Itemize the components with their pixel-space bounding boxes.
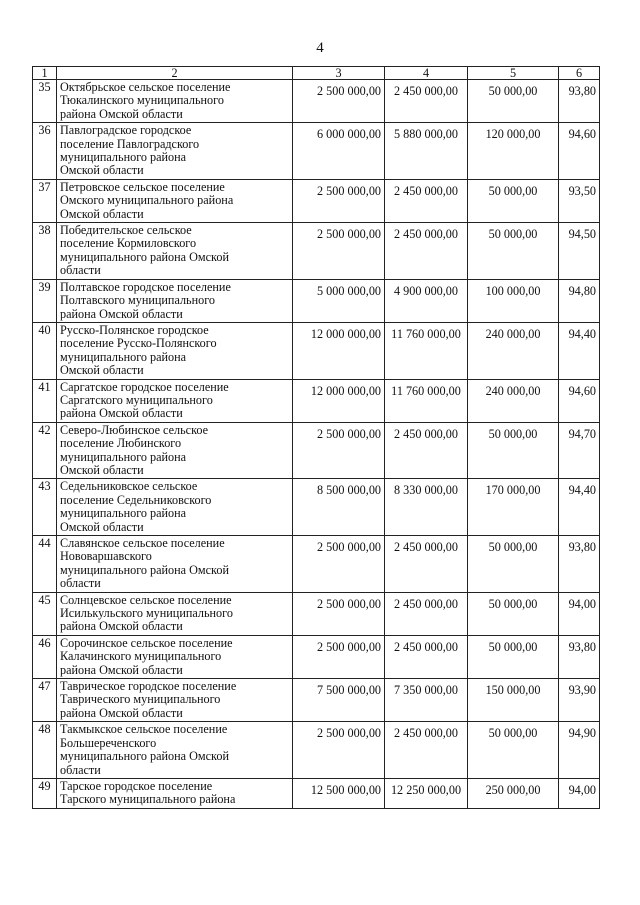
row-number: 37 — [33, 179, 57, 222]
settlement-name: Таврическое городское поселение Таврического муниципального района Омской области — [57, 679, 293, 722]
settlement-name: Такмыкское сельское поселение Большереченского муниципального района Омской области — [57, 722, 293, 779]
table-row — [33, 778, 600, 808]
amount-total: 5 000 000,00 — [293, 279, 385, 322]
amount-local: 240 000,00 — [468, 379, 559, 422]
row-number: 36 — [33, 123, 57, 180]
row-number: 40 — [33, 322, 57, 379]
share-percent: 93,80 — [559, 635, 600, 678]
amount-regional: 2 450 000,00 — [385, 722, 468, 779]
header-cell-4: 4 — [385, 67, 468, 80]
share-percent: 94,40 — [559, 322, 600, 379]
row-number: 45 — [33, 592, 57, 635]
settlement-name: Полтавское городское поселение Полтавского муниципального района Омской области — [57, 279, 293, 322]
amount-total: 2 500 000,00 — [293, 179, 385, 222]
amount-total: 2 500 000,00 — [293, 592, 385, 635]
table-row — [33, 592, 600, 635]
settlement-name: Славянское сельское поселение Нововаршавского муниципального района Омской области — [57, 536, 293, 593]
table-body — [33, 67, 600, 809]
amount-regional: 2 450 000,00 — [385, 179, 468, 222]
amount-regional: 11 760 000,00 — [385, 379, 468, 422]
amount-total: 2 500 000,00 — [293, 536, 385, 593]
amount-regional: 2 450 000,00 — [385, 223, 468, 280]
row-number: 41 — [33, 379, 57, 422]
row-number: 49 — [33, 778, 57, 808]
amount-regional: 4 900 000,00 — [385, 279, 468, 322]
amount-total: 2 500 000,00 — [293, 635, 385, 678]
settlement-name: Седельниковское сельское поселение Седельниковского муниципального района Омской области — [57, 479, 293, 536]
table-row — [33, 479, 600, 536]
amount-total: 2 500 000,00 — [293, 223, 385, 280]
share-percent: 94,70 — [559, 422, 600, 479]
row-number: 42 — [33, 422, 57, 479]
share-percent: 94,90 — [559, 722, 600, 779]
settlement-name: Солнцевское сельское поселение Исилькульского муниципального района Омской области — [57, 592, 293, 635]
settlement-name: Павлоградское городское поселение Павлоградского муниципального района Омской области — [57, 123, 293, 180]
amount-regional: 2 450 000,00 — [385, 80, 468, 123]
amount-total: 7 500 000,00 — [293, 679, 385, 722]
settlement-name: Русско-Полянское городское поселение Русско-Полянского муниципального района Омской области — [57, 322, 293, 379]
amount-local: 50 000,00 — [468, 179, 559, 222]
amount-regional: 2 450 000,00 — [385, 536, 468, 593]
allocation-table — [32, 66, 600, 809]
share-percent: 94,00 — [559, 778, 600, 808]
settlement-name: Сорочинское сельское поселение Калачинского муниципального района Омской области — [57, 635, 293, 678]
row-number: 43 — [33, 479, 57, 536]
settlement-name: Саргатское городское поселение Саргатского муниципального района Омской области — [57, 379, 293, 422]
share-percent: 94,50 — [559, 223, 600, 280]
table-row — [33, 123, 600, 180]
amount-total: 8 500 000,00 — [293, 479, 385, 536]
amount-total: 12 000 000,00 — [293, 322, 385, 379]
amount-local: 120 000,00 — [468, 123, 559, 180]
header-cell-2: 2 — [57, 67, 293, 80]
amount-local: 50 000,00 — [468, 722, 559, 779]
table-row — [33, 223, 600, 280]
row-number: 44 — [33, 536, 57, 593]
share-percent: 93,50 — [559, 179, 600, 222]
amount-total: 12 500 000,00 — [293, 778, 385, 808]
amount-total: 2 500 000,00 — [293, 722, 385, 779]
settlement-name: Победительское сельское поселение Кормиловского муниципального района Омской области — [57, 223, 293, 280]
settlement-name: Тарское городское поселение Тарского муниципального района — [57, 778, 293, 808]
table-row — [33, 536, 600, 593]
header-cell-5: 5 — [468, 67, 559, 80]
row-number: 35 — [33, 80, 57, 123]
row-number: 46 — [33, 635, 57, 678]
share-percent: 94,40 — [559, 479, 600, 536]
share-percent: 94,80 — [559, 279, 600, 322]
amount-regional: 7 350 000,00 — [385, 679, 468, 722]
share-percent: 94,60 — [559, 379, 600, 422]
share-percent: 94,60 — [559, 123, 600, 180]
amount-regional: 11 760 000,00 — [385, 322, 468, 379]
amount-total: 2 500 000,00 — [293, 80, 385, 123]
share-percent: 94,00 — [559, 592, 600, 635]
share-percent: 93,90 — [559, 679, 600, 722]
amount-local: 50 000,00 — [468, 422, 559, 479]
settlement-name: Северо-Любинское сельское поселение Любинского муниципального района Омской области — [57, 422, 293, 479]
row-number: 47 — [33, 679, 57, 722]
amount-regional: 5 880 000,00 — [385, 123, 468, 180]
amount-regional: 8 330 000,00 — [385, 479, 468, 536]
table-row — [33, 379, 600, 422]
share-percent: 93,80 — [559, 80, 600, 123]
header-row — [33, 67, 600, 80]
row-number: 39 — [33, 279, 57, 322]
amount-local: 50 000,00 — [468, 223, 559, 280]
amount-regional: 2 450 000,00 — [385, 422, 468, 479]
table-row — [33, 322, 600, 379]
row-number: 48 — [33, 722, 57, 779]
settlement-name: Октябрьское сельское поселение Тюкалинского муниципального района Омской области — [57, 80, 293, 123]
amount-total: 2 500 000,00 — [293, 422, 385, 479]
amount-local: 240 000,00 — [468, 322, 559, 379]
amount-local: 50 000,00 — [468, 536, 559, 593]
amount-local: 50 000,00 — [468, 80, 559, 123]
amount-local: 250 000,00 — [468, 778, 559, 808]
header-cell-1: 1 — [33, 67, 57, 80]
table-row — [33, 279, 600, 322]
settlement-name: Петровское сельское поселение Омского муниципального района Омской области — [57, 179, 293, 222]
amount-local: 50 000,00 — [468, 592, 559, 635]
page-number: 4 — [316, 40, 324, 56]
amount-total: 12 000 000,00 — [293, 379, 385, 422]
amount-local: 100 000,00 — [468, 279, 559, 322]
table-row — [33, 722, 600, 779]
table-row — [33, 422, 600, 479]
amount-regional: 2 450 000,00 — [385, 635, 468, 678]
amount-total: 6 000 000,00 — [293, 123, 385, 180]
table-row — [33, 80, 600, 123]
amount-local: 170 000,00 — [468, 479, 559, 536]
table-row — [33, 635, 600, 678]
header-cell-3: 3 — [293, 67, 385, 80]
header-cell-6: 6 — [559, 67, 600, 80]
share-percent: 93,80 — [559, 536, 600, 593]
amount-local: 50 000,00 — [468, 635, 559, 678]
amount-regional: 2 450 000,00 — [385, 592, 468, 635]
amount-regional: 12 250 000,00 — [385, 778, 468, 808]
table-row — [33, 679, 600, 722]
amount-local: 150 000,00 — [468, 679, 559, 722]
row-number: 38 — [33, 223, 57, 280]
table-row — [33, 179, 600, 222]
